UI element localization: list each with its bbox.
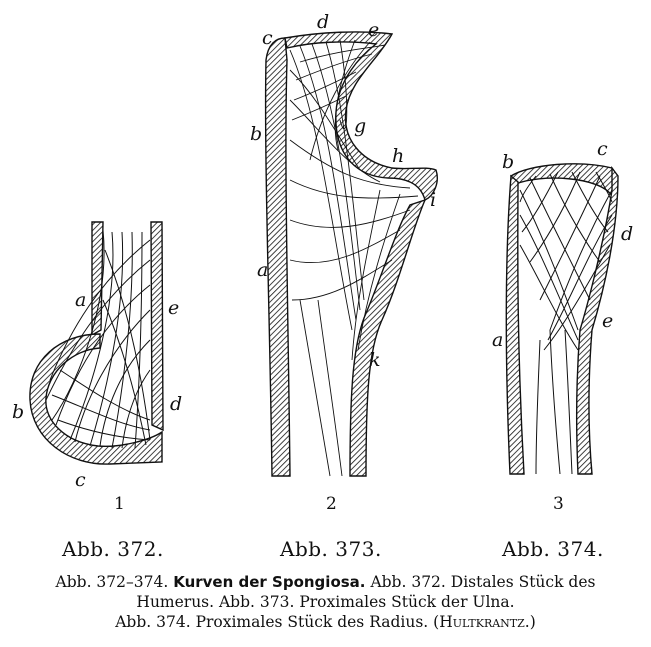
label-b: b <box>250 123 263 145</box>
caption-end: .) <box>524 613 536 631</box>
label-b: b <box>12 401 25 423</box>
humerus-drawing <box>12 222 182 514</box>
figure-number-1: 1 <box>114 494 125 514</box>
caption-part-3: Abb. 374. Proximales Stück des Radius. ( <box>115 613 440 631</box>
caption-line-2: Humerus. Abb. 373. Proximales Stück der Ulna. <box>136 593 515 611</box>
caption-lead: Abb. 372–374. <box>55 573 169 591</box>
label-c: c <box>597 138 608 160</box>
label-d: d <box>170 393 183 415</box>
label-e: e <box>168 297 180 319</box>
label-d: d <box>621 223 634 245</box>
label-a: a <box>257 259 269 281</box>
label-e: e <box>602 310 614 332</box>
label-g: g <box>354 115 367 137</box>
label-e: e <box>368 19 380 41</box>
label-b: b <box>502 151 515 173</box>
abb-372-label: Abb. 372. <box>62 537 164 561</box>
figure-number-3: 3 <box>553 494 564 514</box>
figure-caption <box>0 572 651 632</box>
label-a: a <box>492 329 504 351</box>
ulna-drawing <box>250 11 437 514</box>
label-a: a <box>75 289 87 311</box>
label-k: k <box>369 349 381 371</box>
label-c: c <box>75 469 86 491</box>
caption-line-1 <box>0 572 651 592</box>
caption-title: Kurven der Spongiosa. <box>173 573 366 591</box>
figure-number-2: 2 <box>326 494 337 514</box>
caption-author: Hultkrantz <box>439 613 525 631</box>
abb-374-label: Abb. 374. <box>502 537 604 561</box>
label-d: d <box>317 11 330 33</box>
caption-part-1: Abb. 372. Distales Stück des <box>370 573 596 591</box>
caption-line-3 <box>0 612 651 632</box>
label-h: h <box>392 145 405 167</box>
label-c: c <box>262 27 273 49</box>
label-i: i <box>430 189 437 211</box>
abb-373-label: Abb. 373. <box>280 537 382 561</box>
radius-drawing <box>492 138 633 514</box>
